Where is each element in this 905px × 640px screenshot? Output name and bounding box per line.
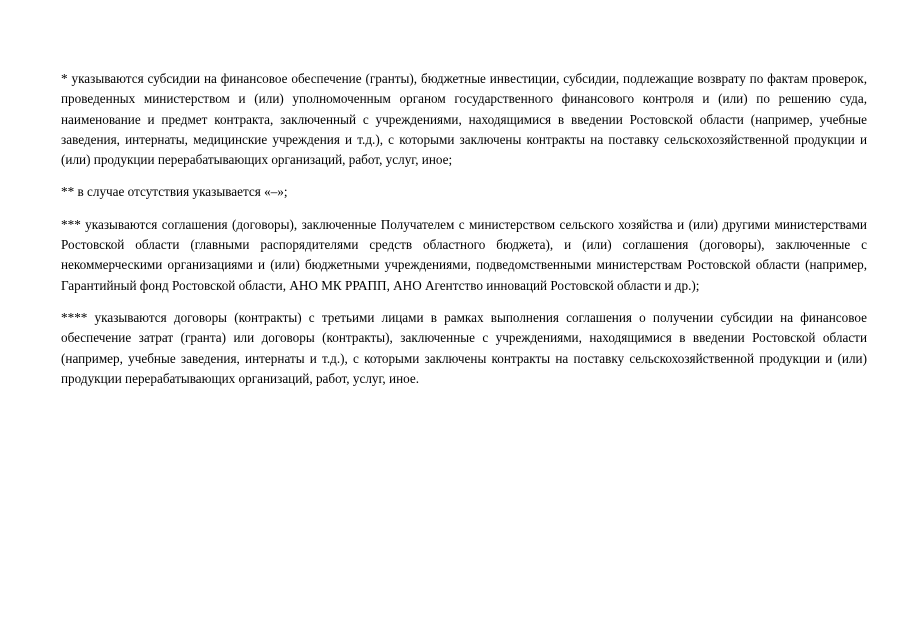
footnote-2: ** в случае отсутствия указывается «–»; — [61, 184, 288, 200]
footnotes-block — [61, 69, 867, 401]
footnote-1: * указываются субсидии на финансовое обеспечение (гранты), бюджетные инвестиции, субсидии, подлежащие возврату по фактам проверок, проведенных министерством и (или) уполномоченным органом государственного финансового контроля и (или) по решению суда, наименование и предмет контракта, заключенный с учреждениями, находящимися в введении Ростовской области (например, учебные заведения, интернаты, медицинские учреждения и т.д.), с которыми заключены контракты на поставку сельскохозяйственной продукции и (или) продукции перерабатывающих организаций, работ, услуг, иное; — [61, 71, 867, 168]
footnote-4: **** указываются договоры (контракты) с третьими лицами в рамках выполнения соглашения о получении субсидии на финансовое обеспечение затрат (гранта) или договоры (контракты), заключенные с учреждениями, находящимися в введении Ростовской области (например, учебные заведения, интернаты и т.д.), с которыми заключены контракты на поставку сельскохозяйственной продукции и (или) продукции перерабатывающих организаций, работ, услуг, иное. — [61, 309, 867, 386]
footnote-3: *** указываются соглашения (договоры), заключенные Получателем с министерством сельского хозяйства и (или) другими министерствами Ростовской области (главными распорядителями средств областного бюджета), и (или) соглашения (договоры), заключенные с некоммерческими организациями и (или) бюджетными учреждениями, подведомственными министерствам Ростовской области (например, Гарантийный фонд Ростовской области, АНО МК РРАПП, АНО Агентство инноваций Ростовской области и др.); — [61, 216, 867, 293]
